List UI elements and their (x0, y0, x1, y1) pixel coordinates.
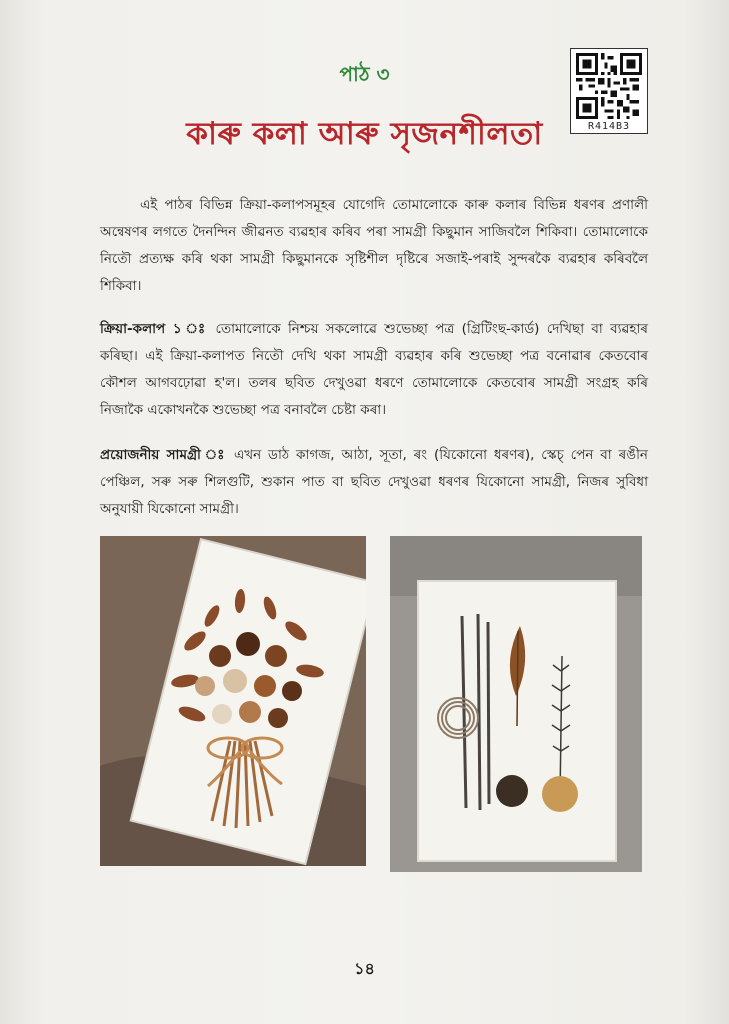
qr-code-id: R414B3 (587, 121, 631, 132)
activity-text: তোমালোকে নিশ্চয় সকলোৱে শুভেচ্ছা পত্ৰ (গ্ৰিটিংছ-কাৰ্ড) দেখিছা বা ব্যৱহাৰ কৰিছা। এই ক্ৰিয়া-কলাপত নিতৌ দেখি থকা সামগ্ৰী ব্যৱহাৰ কৰি শুভেচ্ছা পত্ৰ বনোৱাৰ কেতবোৰ কৌশল আগবঢ়োৱা হ'ল। তলৰ ছবিত দেখুওৱা ধৰণে তোমালোকে কেতবোৰ সামগ্ৰী সংগ্ৰহ কৰি নিজাকৈ একোখনকৈ শুভেচ্ছা পত্ৰ বনাবলৈ চেষ্টা কৰা। (100, 320, 649, 418)
nature-card-photo (390, 536, 642, 872)
page-number: ১৪ (354, 959, 375, 978)
materials-paragraph (100, 442, 648, 523)
chapter-label: পাঠ ৩ (339, 62, 390, 86)
bouquet-card-photo (100, 536, 366, 866)
materials-text: এখন ডাঠ কাগজ, আঠা, সূতা, ৰং (যিকোনো ধৰণৰ), স্কেচ্ পেন বা ৰঙীন পেঞ্চিল, সৰু সৰু শিলগুটি, শুকান পাত বা ছবিত দেখুওৱা ধৰণৰ যিকোনো সামগ্ৰী, নিজৰ সুবিধা অনুযায়ী যিকোনো সামগ্ৰী। (100, 446, 648, 517)
qr-code-icon (576, 53, 642, 119)
activity-label: ক্ৰিয়া-কলাপ ১ ঃ (100, 320, 209, 337)
materials-label: প্ৰয়োজনীয় সামগ্ৰী ঃ (100, 446, 228, 463)
activity-paragraph (100, 316, 648, 424)
page-title: কাৰু কলা আৰু সৃজনশীলতা (186, 116, 543, 152)
intro-paragraph: এই পাঠৰ বিভিন্ন ক্ৰিয়া-কলাপসমূহৰ যোগেদি তোমালোকে কাৰু কলাৰ বিভিন্ন ধৰণৰ প্ৰণালী অন্বেষণৰ লগতে দৈনন্দিন জীৱনত ব্যৱহাৰ কৰিব পৰা সামগ্ৰী কিছুমান সাজিবলৈ শিকিবা। তোমালোকে নিতৌ প্ৰত্যক্ষ কৰি থকা সামগ্ৰী কিছুমানকে সৃষ্টিশীল দৃষ্টিৰে সজাই-পৰাই সুন্দৰকৈ ব্যৱহাৰ কৰিবলৈ শিকিবা। (100, 196, 648, 294)
qr-code[interactable] (570, 48, 648, 134)
